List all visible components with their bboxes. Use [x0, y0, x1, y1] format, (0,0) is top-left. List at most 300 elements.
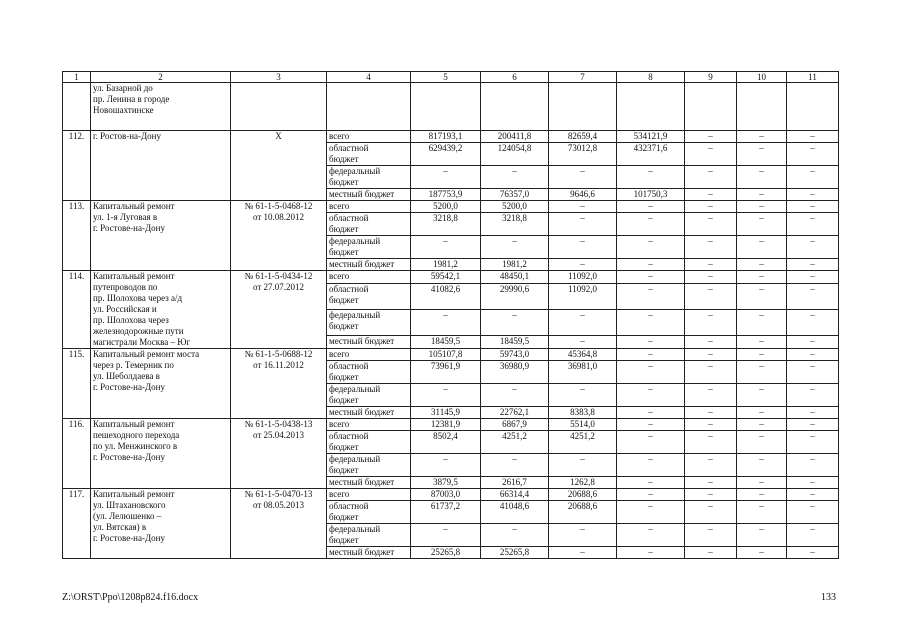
- value-cell: –: [737, 501, 787, 524]
- value-cell: –: [617, 213, 685, 236]
- object-name-line: по ул. Менжинского в: [93, 441, 178, 451]
- object-name-line: железнодорожные пути: [93, 326, 184, 336]
- doc-line: № 61-1-5-0468-12: [244, 201, 313, 211]
- value-cell: –: [685, 431, 737, 454]
- value-cell: –: [481, 166, 549, 189]
- value-cell: –: [787, 213, 839, 236]
- object-name-cell: [91, 349, 231, 419]
- budget-label-line: бюджет: [329, 465, 359, 475]
- doc-line: от 16.11.2012: [253, 360, 304, 370]
- value-cell: –: [737, 547, 787, 559]
- value-cell: 11092,0: [549, 284, 617, 310]
- object-name-cell: [91, 419, 231, 489]
- value-cell: –: [617, 489, 685, 501]
- value-cell: 12381,9: [411, 419, 481, 431]
- value-cell: –: [549, 384, 617, 407]
- budget-label-line: областной: [329, 213, 369, 223]
- column-number: 2: [91, 72, 231, 83]
- value-cell: –: [787, 166, 839, 189]
- budget-label-line: бюджет: [329, 154, 359, 164]
- value-cell: –: [411, 384, 481, 407]
- object-name-line: г. Ростове-на-Дону: [93, 452, 165, 462]
- object-name-line: ул. Базарной до: [93, 83, 153, 93]
- value-cell: –: [737, 361, 787, 384]
- value-cell: –: [411, 309, 481, 335]
- budget-cell: [327, 189, 411, 201]
- value-cell: 18459,5: [411, 335, 481, 348]
- value-cell: 41082,6: [411, 284, 481, 310]
- object-name-line: Новошахтинске: [93, 105, 154, 115]
- budget-cell: [327, 236, 411, 259]
- budget-cell: [327, 309, 411, 335]
- column-number: 3: [231, 72, 327, 83]
- value-cell: –: [685, 236, 737, 259]
- object-name-line: г. Ростов-на-Дону: [93, 131, 162, 141]
- column-number: 4: [327, 72, 411, 83]
- budget-label-line: федеральный: [329, 236, 381, 246]
- doc-line: Х: [275, 131, 282, 141]
- value-cell: –: [617, 501, 685, 524]
- value-cell: –: [685, 419, 737, 431]
- value-cell: –: [411, 236, 481, 259]
- budget-label-line: местный бюджет: [329, 547, 395, 557]
- value-cell: –: [737, 477, 787, 489]
- value-cell: –: [549, 335, 617, 348]
- value-cell: 73961,9: [411, 361, 481, 384]
- doc-line: от 25.04.2013: [252, 430, 305, 440]
- value-cell: 101750,3: [617, 189, 685, 201]
- doc-line: № 61-1-5-0438-13: [244, 419, 313, 429]
- value-cell: –: [685, 335, 737, 348]
- budget-cell: [327, 361, 411, 384]
- value-cell: 534121,9: [617, 131, 685, 143]
- value-cell: –: [787, 524, 839, 547]
- value-cell: –: [617, 431, 685, 454]
- object-name-cell: [91, 131, 231, 201]
- value-cell: [737, 83, 787, 131]
- object-name-line: Капитальный ремонт: [93, 271, 175, 281]
- value-cell: 629439,2: [411, 143, 481, 166]
- budget-cell: [327, 419, 411, 431]
- value-cell: –: [411, 166, 481, 189]
- value-cell: 48450,1: [481, 271, 549, 284]
- budget-label-line: бюджет: [329, 247, 359, 257]
- value-cell: 59743,0: [481, 349, 549, 361]
- doc-cell: [231, 489, 327, 559]
- value-cell: 105107,8: [411, 349, 481, 361]
- value-cell: –: [685, 349, 737, 361]
- value-cell: [411, 83, 481, 131]
- budget-cell: [327, 131, 411, 143]
- value-cell: –: [787, 236, 839, 259]
- row-number-cell: [63, 83, 91, 131]
- value-cell: –: [787, 489, 839, 501]
- value-cell: –: [787, 335, 839, 348]
- value-cell: 25265,8: [411, 547, 481, 559]
- value-cell: –: [549, 236, 617, 259]
- row-number-cell: 115.: [63, 349, 91, 419]
- value-cell: –: [737, 189, 787, 201]
- value-cell: 61737,2: [411, 501, 481, 524]
- value-cell: –: [617, 384, 685, 407]
- value-cell: 3218,8: [481, 213, 549, 236]
- value-cell: –: [685, 489, 737, 501]
- value-cell: –: [617, 236, 685, 259]
- budget-label-line: бюджет: [329, 295, 359, 306]
- column-number: 6: [481, 72, 549, 83]
- row-number-cell: 112.: [63, 131, 91, 201]
- object-name-line: (ул. Лелюшенко –: [93, 511, 162, 521]
- value-cell: 36980,9: [481, 361, 549, 384]
- object-name-line: ул. 1-я Луговая в: [93, 212, 158, 222]
- value-cell: 66314,4: [481, 489, 549, 501]
- row-number-cell: 113.: [63, 201, 91, 271]
- value-cell: –: [787, 547, 839, 559]
- object-name-line: г. Ростове-на-Дону: [93, 382, 165, 392]
- value-cell: –: [787, 189, 839, 201]
- value-cell: 87003,0: [411, 489, 481, 501]
- value-cell: –: [787, 284, 839, 310]
- doc-line: № 61-1-5-0470-13: [244, 489, 313, 499]
- table-row: [63, 271, 839, 284]
- value-cell: –: [685, 166, 737, 189]
- value-cell: 4251,2: [549, 431, 617, 454]
- value-cell: –: [685, 201, 737, 213]
- row-number-cell: 117.: [63, 489, 91, 559]
- value-cell: –: [787, 271, 839, 284]
- budget-cell: [327, 454, 411, 477]
- value-cell: –: [787, 419, 839, 431]
- value-cell: –: [787, 309, 839, 335]
- budget-label-line: всего: [329, 349, 350, 359]
- row-number-cell: 116.: [63, 419, 91, 489]
- value-cell: –: [685, 284, 737, 310]
- doc-line: № 61-1-5-0688-12: [244, 349, 313, 359]
- value-cell: 2616,7: [481, 477, 549, 489]
- value-cell: –: [787, 131, 839, 143]
- column-number: 10: [737, 72, 787, 83]
- value-cell: 59542,1: [411, 271, 481, 284]
- value-cell: [481, 83, 549, 131]
- column-number: 1: [63, 72, 91, 83]
- column-number: 11: [787, 72, 839, 83]
- object-name-line: пр. Ленина в городе: [93, 94, 170, 104]
- budget-cell: [327, 524, 411, 547]
- value-cell: –: [685, 501, 737, 524]
- value-cell: –: [737, 431, 787, 454]
- value-cell: –: [617, 361, 685, 384]
- value-cell: –: [549, 547, 617, 559]
- budget-label-line: федеральный: [329, 524, 381, 534]
- value-cell: –: [617, 547, 685, 559]
- value-cell: 11092,0: [549, 271, 617, 284]
- budget-cell: [327, 143, 411, 166]
- budget-label-line: бюджет: [329, 224, 359, 234]
- value-cell: –: [737, 349, 787, 361]
- budget-cell: [327, 213, 411, 236]
- object-name-line: Капитальный ремонт: [93, 201, 175, 211]
- value-cell: –: [549, 259, 617, 271]
- value-cell: –: [549, 309, 617, 335]
- value-cell: 124054,8: [481, 143, 549, 166]
- row-number-cell: 114.: [63, 271, 91, 349]
- budget-label-line: бюджет: [329, 512, 359, 522]
- value-cell: 4251,2: [481, 431, 549, 454]
- budget-label-line: федеральный: [329, 309, 381, 320]
- value-cell: –: [685, 259, 737, 271]
- column-number: 9: [685, 72, 737, 83]
- value-cell: –: [787, 431, 839, 454]
- value-cell: –: [685, 477, 737, 489]
- value-cell: –: [737, 236, 787, 259]
- budget-cell: [327, 335, 411, 348]
- value-cell: –: [685, 271, 737, 284]
- value-cell: –: [787, 501, 839, 524]
- doc-line: от 08.05.2013: [252, 500, 305, 510]
- object-name-line: Капитальный ремонт моста: [93, 349, 200, 359]
- object-name-line: ул. Российская и: [93, 304, 157, 314]
- value-cell: 9646,6: [549, 189, 617, 201]
- budget-label-line: бюджет: [329, 395, 359, 405]
- budget-label-line: местный бюджет: [329, 335, 395, 346]
- value-cell: –: [481, 524, 549, 547]
- value-cell: –: [737, 407, 787, 419]
- value-cell: –: [481, 236, 549, 259]
- object-name-line: пр. Шолохова через: [93, 315, 169, 325]
- value-cell: –: [787, 349, 839, 361]
- value-cell: –: [787, 201, 839, 213]
- value-cell: –: [617, 284, 685, 310]
- value-cell: 8383,8: [549, 407, 617, 419]
- value-cell: 36981,0: [549, 361, 617, 384]
- value-cell: –: [737, 143, 787, 166]
- value-cell: –: [617, 166, 685, 189]
- budget-label-line: всего: [329, 419, 350, 429]
- value-cell: –: [787, 259, 839, 271]
- value-cell: –: [549, 201, 617, 213]
- budget-cell: [327, 547, 411, 559]
- doc-cell: [231, 201, 327, 271]
- value-cell: 29990,6: [481, 284, 549, 310]
- value-cell: –: [411, 524, 481, 547]
- value-cell: –: [685, 213, 737, 236]
- object-name-cell: [91, 201, 231, 271]
- budget-label-line: областной: [329, 284, 369, 295]
- value-cell: 3879,5: [411, 477, 481, 489]
- value-cell: –: [481, 454, 549, 477]
- value-cell: 1981,2: [411, 259, 481, 271]
- value-cell: 187753,9: [411, 189, 481, 201]
- object-name-line: пр. Шолохова через а/д: [93, 293, 183, 303]
- value-cell: –: [617, 271, 685, 284]
- column-number: 7: [549, 72, 617, 83]
- object-name-line: через р. Темерник по: [93, 360, 174, 370]
- value-cell: –: [617, 477, 685, 489]
- budget-table: [62, 71, 839, 559]
- budget-label-line: областной: [329, 143, 369, 153]
- budget-cell: [327, 83, 411, 131]
- value-cell: –: [411, 454, 481, 477]
- value-cell: –: [617, 309, 685, 335]
- doc-cell: [231, 349, 327, 419]
- object-name-line: ул. Шеболдаева в: [93, 371, 160, 381]
- value-cell: –: [737, 284, 787, 310]
- budget-cell: [327, 477, 411, 489]
- value-cell: –: [617, 201, 685, 213]
- budget-cell: [327, 259, 411, 271]
- value-cell: –: [685, 384, 737, 407]
- budget-label-line: бюджет: [329, 320, 359, 331]
- budget-cell: [327, 166, 411, 189]
- object-name-line: магистрали Москва – Юг: [93, 337, 191, 347]
- value-cell: [685, 83, 737, 131]
- column-number-row: [63, 72, 839, 83]
- object-name-line: Капитальный ремонт: [93, 419, 175, 429]
- doc-cell: [231, 419, 327, 489]
- budget-label-line: областной: [329, 501, 369, 511]
- value-cell: –: [481, 384, 549, 407]
- value-cell: –: [685, 189, 737, 201]
- value-cell: –: [737, 335, 787, 348]
- object-name-line: пешеходного перехода: [93, 430, 180, 440]
- value-cell: 22762,1: [481, 407, 549, 419]
- value-cell: –: [685, 524, 737, 547]
- value-cell: 1981,2: [481, 259, 549, 271]
- value-cell: –: [737, 419, 787, 431]
- value-cell: –: [617, 259, 685, 271]
- value-cell: 73012,8: [549, 143, 617, 166]
- value-cell: 8502,4: [411, 431, 481, 454]
- table-row: [63, 131, 839, 143]
- object-name-line: г. Ростове-на-Дону: [93, 223, 165, 233]
- value-cell: –: [737, 271, 787, 284]
- column-number: 5: [411, 72, 481, 83]
- value-cell: –: [737, 384, 787, 407]
- doc-cell: [231, 131, 327, 201]
- value-cell: –: [737, 309, 787, 335]
- value-cell: 5200,0: [481, 201, 549, 213]
- budget-cell: [327, 201, 411, 213]
- object-name-line: ул. Вятская) в: [93, 522, 147, 532]
- doc-line: от 27.07.2012: [252, 282, 305, 292]
- value-cell: 41048,6: [481, 501, 549, 524]
- doc-cell: [231, 83, 327, 131]
- value-cell: –: [737, 131, 787, 143]
- budget-label-line: областной: [329, 431, 369, 441]
- value-cell: –: [549, 213, 617, 236]
- budget-label-line: бюджет: [329, 177, 359, 187]
- object-name-cell: [91, 271, 231, 349]
- budget-cell: [327, 384, 411, 407]
- value-cell: [617, 83, 685, 131]
- value-cell: –: [787, 361, 839, 384]
- value-cell: 1262,8: [549, 477, 617, 489]
- budget-label-line: бюджет: [329, 372, 359, 382]
- value-cell: –: [787, 477, 839, 489]
- value-cell: 45364,8: [549, 349, 617, 361]
- budget-label-line: федеральный: [329, 384, 381, 394]
- budget-cell: [327, 271, 411, 284]
- object-name-line: г. Ростове-на-Дону: [93, 533, 165, 543]
- value-cell: –: [617, 419, 685, 431]
- value-cell: –: [737, 201, 787, 213]
- value-cell: 20688,6: [549, 489, 617, 501]
- value-cell: [549, 83, 617, 131]
- value-cell: –: [481, 309, 549, 335]
- value-cell: –: [685, 143, 737, 166]
- value-cell: –: [685, 454, 737, 477]
- value-cell: –: [549, 454, 617, 477]
- value-cell: –: [737, 489, 787, 501]
- value-cell: –: [685, 547, 737, 559]
- value-cell: 5200,0: [411, 201, 481, 213]
- object-name-cell: [91, 83, 231, 131]
- value-cell: –: [737, 259, 787, 271]
- value-cell: 82659,4: [549, 131, 617, 143]
- table-row: [63, 419, 839, 431]
- budget-label-line: бюджет: [329, 535, 359, 545]
- value-cell: –: [617, 335, 685, 348]
- value-cell: –: [617, 407, 685, 419]
- value-cell: 25265,8: [481, 547, 549, 559]
- budget-label-line: федеральный: [329, 454, 381, 464]
- continuation-row: [63, 83, 839, 131]
- table-body: [63, 72, 839, 559]
- object-name-line: Капитальный ремонт: [93, 489, 175, 499]
- value-cell: –: [685, 309, 737, 335]
- value-cell: –: [549, 166, 617, 189]
- budget-label-line: местный бюджет: [329, 477, 395, 487]
- value-cell: 432371,6: [617, 143, 685, 166]
- value-cell: –: [787, 384, 839, 407]
- value-cell: –: [549, 524, 617, 547]
- value-cell: 31145,9: [411, 407, 481, 419]
- value-cell: [787, 83, 839, 131]
- object-name-line: путепроводов по: [93, 282, 158, 292]
- value-cell: –: [685, 131, 737, 143]
- value-cell: 20688,6: [549, 501, 617, 524]
- budget-cell: [327, 431, 411, 454]
- value-cell: –: [737, 213, 787, 236]
- value-cell: –: [617, 524, 685, 547]
- table-row: [63, 489, 839, 501]
- value-cell: 817193,1: [411, 131, 481, 143]
- budget-label-line: местный бюджет: [329, 189, 395, 199]
- value-cell: –: [685, 407, 737, 419]
- budget-label-line: всего: [329, 489, 350, 499]
- budget-label-line: всего: [329, 271, 350, 281]
- budget-cell: [327, 489, 411, 501]
- value-cell: 3218,8: [411, 213, 481, 236]
- value-cell: –: [787, 143, 839, 166]
- budget-cell: [327, 501, 411, 524]
- budget-cell: [327, 284, 411, 310]
- table-row: [63, 349, 839, 361]
- object-name-cell: [91, 489, 231, 559]
- value-cell: –: [787, 454, 839, 477]
- doc-line: № 61-1-5-0434-12: [244, 271, 313, 281]
- budget-label-line: всего: [329, 201, 350, 211]
- page-number: 133: [821, 592, 836, 603]
- value-cell: –: [737, 166, 787, 189]
- value-cell: 200411,8: [481, 131, 549, 143]
- value-cell: –: [685, 361, 737, 384]
- value-cell: –: [617, 349, 685, 361]
- budget-label-line: местный бюджет: [329, 259, 395, 269]
- value-cell: –: [737, 524, 787, 547]
- value-cell: 6867,9: [481, 419, 549, 431]
- budget-label-line: всего: [329, 131, 350, 141]
